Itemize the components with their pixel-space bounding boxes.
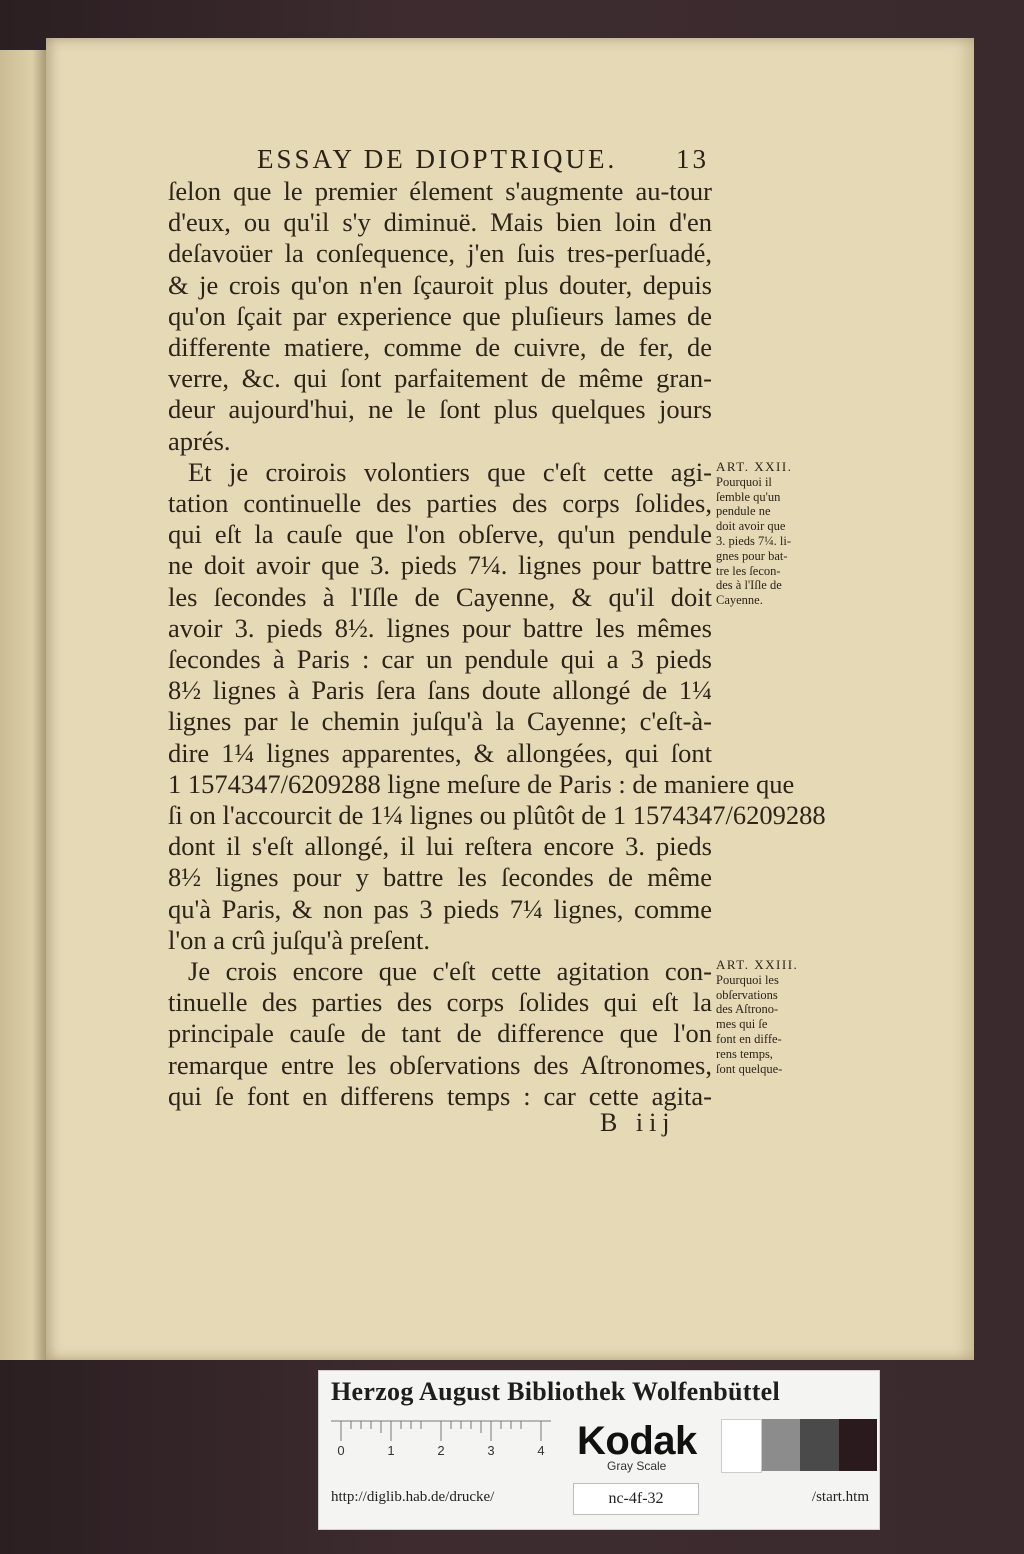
kodak-logo: Kodak bbox=[577, 1419, 697, 1463]
text-line: Et je croirois volontiers que c'eſt cette agi- bbox=[188, 456, 712, 487]
text-line: avoir 3. pieds 8½. lignes pour battre les mêmes bbox=[168, 612, 712, 643]
text-line: 8½ lignes pour y battre les ſecondes de même bbox=[168, 862, 712, 893]
start-link-text: /start.htm bbox=[811, 1489, 869, 1505]
text-line: Je crois encore que c'eſt cette agitation con- bbox=[188, 956, 712, 987]
facing-page-edge bbox=[0, 50, 46, 1360]
text-line: qui ſe font en differens temps : car cette agita- bbox=[168, 1080, 712, 1111]
text-line: tation continuelle des parties des corps ſolides, bbox=[168, 488, 712, 519]
margin-line: Pourquoi les bbox=[716, 972, 779, 987]
margin-line: ſemble qu'un bbox=[716, 489, 781, 504]
url-text: http://diglib.hab.de/drucke/ bbox=[331, 1489, 495, 1505]
text-line: tinuelle des parties des corps ſolides qui eſt la bbox=[168, 987, 712, 1018]
text-line: & je crois qu'on n'en ſçauroit plus douter, depuis bbox=[168, 269, 712, 300]
text-line: verre, &c. qui ſont parfaitement de même gran- bbox=[168, 363, 712, 394]
margin-note-art-22 bbox=[716, 460, 824, 608]
header-title: ESSAY DE DIOPTRIQUE. bbox=[257, 144, 618, 174]
ruler-label: 0 bbox=[337, 1443, 345, 1458]
text-line: lignes par le chemin juſqu'à la Cayenne; c'eſt-à- bbox=[168, 706, 712, 737]
running-header bbox=[257, 140, 709, 176]
margin-article-label: ART. XXII. bbox=[716, 459, 793, 474]
text-line: ſi on l'accourcit de 1¼ lignes ou plûtôt de 1 1574347/6209288 bbox=[168, 800, 826, 831]
text-line: 1 1574347/6209288 ligne meſure de Paris : de maniere que bbox=[168, 768, 795, 799]
margin-line: des à l'Iſle de bbox=[716, 578, 782, 593]
swatch-mid-gray bbox=[762, 1419, 801, 1471]
text-line: ſecondes à Paris : car un pendule qui a 3 pieds bbox=[168, 644, 712, 675]
margin-line: Pourquoi il bbox=[716, 474, 772, 489]
library-name: Herzog August Bibliothek Wolfenbüttel bbox=[331, 1377, 781, 1406]
text-line: d'eux, ou qu'il s'y diminuë. Mais bien loin d'en bbox=[168, 207, 712, 238]
ruler-scale bbox=[331, 1419, 571, 1459]
text-line: deſavoüer la conſequence, j'en ſuis tres-perſuadé, bbox=[168, 238, 712, 269]
ruler-label: 1 bbox=[387, 1443, 395, 1458]
swatch-white bbox=[721, 1419, 762, 1473]
margin-line: rens temps, bbox=[716, 1046, 773, 1061]
margin-note-art-23 bbox=[716, 958, 824, 1076]
margin-line: mes qui ſe bbox=[716, 1017, 768, 1032]
text-line: dire 1¼ lignes apparentes, & allongées, qui ſont bbox=[168, 737, 712, 768]
library-card bbox=[318, 1370, 880, 1530]
text-line: les ſecondes à l'Iſle de Cayenne, & qu'il doit bbox=[168, 581, 712, 612]
margin-line: obſervations bbox=[716, 987, 778, 1002]
text-line: ſelon que le premier élement s'augmente au-tour bbox=[168, 176, 712, 206]
margin-line: 3. pieds 7¼. li- bbox=[716, 533, 791, 548]
margin-article-label: ART. XXIII. bbox=[716, 957, 799, 972]
text-line: 8½ lignes à Paris ſera ſans doute allongé de 1¼ bbox=[168, 675, 712, 706]
ruler-label: 3 bbox=[487, 1443, 495, 1458]
text-line: qui eſt la cauſe que l'on obſerve, qu'un pendule bbox=[168, 519, 712, 550]
margin-line: gnes pour bat- bbox=[716, 548, 788, 563]
text-line: principale cauſe de tant de difference que l'on bbox=[168, 1018, 712, 1049]
margin-line: doit avoir que bbox=[716, 519, 786, 534]
margin-line: Cayenne. bbox=[716, 593, 763, 608]
page-number: 13 bbox=[676, 144, 709, 174]
text-line: l'on a crû juſqu'à preſent. bbox=[168, 924, 430, 955]
shelfmark-code: nc-4f-32 bbox=[573, 1483, 699, 1515]
ruler-label: 2 bbox=[437, 1443, 445, 1458]
margin-line: des Aſtrono- bbox=[716, 1002, 779, 1017]
text-line: ne doit avoir que 3. pieds 7¼. lignes pour battre bbox=[168, 550, 712, 581]
text-line: qu'à Paris, & non pas 3 pieds 7¼ lignes, comme bbox=[168, 893, 712, 924]
margin-line: pendule ne bbox=[716, 504, 771, 519]
swatch-black bbox=[839, 1419, 878, 1471]
text-line: dont il s'eſt allongé, il lui reſtera encore 3. pieds bbox=[168, 831, 712, 862]
gray-scale-swatches bbox=[721, 1419, 877, 1471]
margin-line: ſont quelque- bbox=[716, 1061, 783, 1076]
margin-line: tre les ſecon- bbox=[716, 563, 781, 578]
margin-line: font en diffe- bbox=[716, 1031, 782, 1046]
text-line: differente matiere, comme de cuivre, de fer, de bbox=[168, 332, 712, 363]
text-line: remarque entre les obſervations des Aſtronomes, bbox=[168, 1049, 712, 1080]
text-line: qu'on ſçait par experience que pluſieurs lames de bbox=[168, 300, 712, 331]
text-line: aprés. bbox=[168, 425, 231, 456]
ruler-label: 4 bbox=[537, 1443, 545, 1458]
text-line: deur aujourd'hui, ne le ſont plus quelques jours bbox=[168, 394, 712, 425]
gray-scale-label: Gray Scale bbox=[607, 1459, 667, 1473]
signature-mark: B iij bbox=[600, 1108, 676, 1137]
swatch-dark-gray bbox=[800, 1419, 839, 1471]
